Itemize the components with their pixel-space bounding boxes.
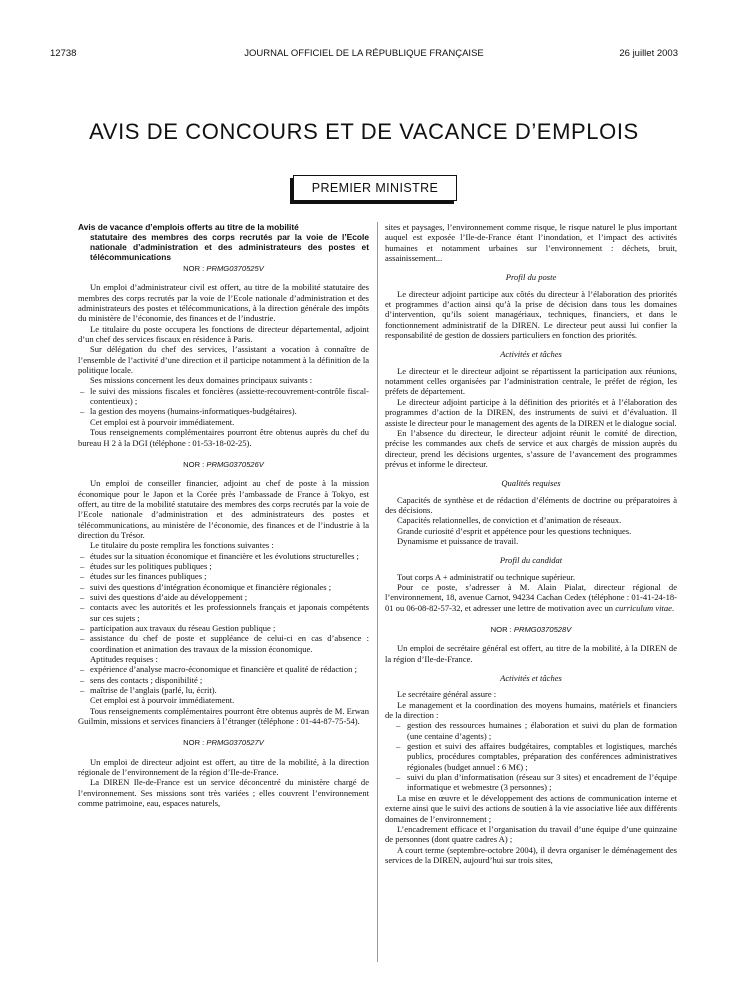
list-item: – études sur les finances publiques ; [78, 571, 369, 581]
nor-label: NOR : [183, 264, 205, 273]
paragraph: Capacités relationnelles, de conviction et d’animation de réseaux. [397, 515, 622, 526]
left-column [78, 222, 369, 809]
paragraph: La mise en œuvre et le développement des actions de communication interne et externe ainsi que le suivi des actions de soutien à la vie associative liée aux différents domaines de l’environnement ; [385, 792, 678, 824]
issue-date: 26 juillet 2003 [619, 48, 678, 59]
paragraph: Dynamisme et puissance de travail. [397, 535, 519, 546]
list-item: – expérience d’analyse macro-économique et financière et qualité de rédaction ; [78, 664, 369, 674]
contact-text-end: . [671, 602, 675, 613]
list-item: – la gestion des moyens (humains-informatiques-budgétaires). [78, 406, 369, 416]
paragraph: Grande curiosité d’esprit et appétence pour les questions techniques. [397, 525, 632, 536]
paragraph: L’encadrement efficace et l’organisation du travail d’une équipe d’une quinzaine de personnes (dont quatre cadres A) ; [385, 823, 677, 845]
list-item: – maîtrise de l’anglais (parlé, lu, écrit). [78, 685, 369, 695]
paragraph: Le titulaire du poste remplira les fonctions suivantes : [90, 540, 274, 551]
paragraph: Aptitudes requises : [90, 654, 158, 665]
paragraph: Tous renseignements complémentaires pourront être obtenus auprès de M. Erwan Guilmin, missions et services financiers à l’étranger (téléphone : 01-44-87-75-54). [78, 705, 369, 727]
paragraph: En l’absence du directeur, le directeur adjoint réunit le comité de direction, précise les commandes aux chefs de service et aux chargés de mission auprès du directeur, prend les décisions urgentes, s’assure de l’avancement des programmes prévus et informe le directeur. [385, 427, 677, 469]
paragraph: Le directeur adjoint participe à la définition des priorités et à l’élaboration des programmes d’action de la DIREN, des instruments de suivi et d’évaluation. Il assiste le directeur pour le management des agents de la DIREN et le dialogue social. [385, 396, 677, 428]
list-item: – études sur la situation économique et financière et les évolutions structurelles ; [78, 551, 369, 561]
paragraph: Capacités de synthèse et de rédaction d’éléments de doctrine ou préparatoires à des décisions. [385, 494, 677, 515]
nor-code: PRMG0370528V [513, 625, 572, 634]
paragraph: Le directeur adjoint participe aux côtés du directeur à l’élaboration des priorités et programmes d’action ainsi qu’à la prise de décision dans tous les domaines d’intervention, qu’ils soient managériaux, techniques, financiers, et dans le fonctionnement administratif de la DIREN. Le directeur peut aussi lui confier la responsabilité de gestion de dossiers particuliers en fonction des priorités. [385, 288, 677, 341]
nor-code: PRMG0370525V [206, 264, 264, 273]
paragraph: Tous renseignements complémentaires pourront être obtenus auprès du chef du bureau H 2 à la DGI (téléphone : 01-53-18-02-25). [78, 427, 369, 448]
list-item: – assistance du chef de poste et suppléance de celui-ci en cas d’absence : coordination et animation des travaux de la mission économique. [78, 633, 369, 654]
section-heading: Activités et tâches [500, 349, 562, 360]
paragraph: Un emploi d’administrateur civil est offert, au titre de la mobilité statutaire des membres des corps recrutés par la voie de l’Ecole nationale d’administration et des administrateurs des postes et télécommunications, à la direction générale des impôts du ministère de l’économie, des finances et de l’industrie. [78, 282, 369, 324]
paragraph: Ses missions concernent les deux domaines principaux suivants : [90, 375, 313, 386]
section-heading: Activités et tâches [500, 673, 562, 684]
paragraph: Un emploi de conseiller financier, adjoint au chef de poste à la mission économique pour le Japon et la Corée près l’ambassade de France à Tokyo, est offert, au titre de la mobilité statutaire des membres des corps recrutés par la voie de l’Ecole nationale d’administration et des administrateurs des postes et télécommunications, au ministère de l’économie, des finances et de l’industrie à la direction du Trésor. [78, 478, 369, 540]
notice-title [78, 222, 369, 262]
duties-list [385, 720, 677, 792]
cv-term: curriculum vitae [615, 602, 672, 613]
paragraph: Un emploi de secrétaire général est offert, au titre de la mobilité, à la DIREN de la région d’Ile-de-France. [385, 643, 677, 664]
list-item: – le suivi des missions fiscales et foncières (assiette-recouvrement-contrôle fiscal-contentieux) ; [78, 386, 369, 407]
page-number: 12738 [50, 48, 77, 59]
page-title: AVIS DE CONCOURS ET DE VACANCE D’EMPLOIS [89, 119, 639, 144]
list-item: – participation aux travaux du réseau Gestion publique ; [78, 623, 369, 633]
paragraph: Le directeur et le directeur adjoint se répartissent la participation aux réunions, notamment celles organisées par l’administration centrale, le préfet de région, les préfets de département. [385, 365, 677, 397]
contact-text: Pour ce poste, s’adresser à M. Alain Pialat, directeur régional de l’environnement, 18, avenue Carnot, 94234 Cachan Cedex (téléphone : 01-41-24-18-01 ou 06-08-82-57-32, et adresser une lettre de motivation avec un [385, 581, 677, 613]
list-item: – suivi du plan d’informatisation (réseau sur 3 sites) et encadrement de l’équipe informatique et webmestre (3 personnes) ; [385, 772, 677, 793]
notice-title-line1: Avis de vacance d’emplois offerts au titre de la mobilité [78, 222, 299, 232]
list-item: – études sur les politiques publiques ; [78, 561, 369, 571]
paragraph: Le secrétaire général assure : [397, 689, 497, 700]
paragraph: Sur délégation du chef des services, l’assistant a vocation à connaître de l’ensemble de l’activité d’une direction et il participe notamment à la définition de la politique locale. [78, 344, 369, 376]
section-heading: Profil du candidat [499, 555, 563, 566]
paragraph: Tout corps A + administratif ou technique supérieur. [397, 571, 575, 582]
journal-name: JOURNAL OFFICIEL DE LA RÉPUBLIQUE FRANÇAISE [244, 48, 484, 59]
missions-list [78, 386, 369, 417]
nor-code: PRMG0370526V [206, 459, 264, 469]
section-heading: Qualités requises [501, 478, 561, 489]
list-item: – sens des contacts ; disponibilité ; [78, 675, 369, 685]
nor-reference [78, 460, 369, 470]
functions-list [78, 551, 369, 654]
paragraph: Cet emploi est à pourvoir immédiatement. [90, 695, 235, 706]
running-header [50, 48, 678, 62]
aptitudes-list [78, 664, 369, 695]
list-item: – suivi des questions d’intégration économique et financière régionales ; [78, 582, 369, 592]
paragraph: Le management et la coordination des moyens humains, matériels et financiers de la direction : [385, 699, 677, 721]
nor-reference [78, 264, 369, 274]
paragraph: sites et paysages, l’environnement comme risque, le risque naturel le plus important auquel est exposée l’Ile-de-France étant l’inondation, et l’impact des activités humaines et notamment urbaines sur l’environnement : déchets, bruit, assainissement... [385, 222, 677, 264]
list-item: – gestion des ressources humaines ; élaboration et suivi du plan de formation (une centaine d’agents) ; [385, 720, 677, 741]
column-divider [377, 222, 378, 962]
list-item: – suivi des questions d’aide au développement ; [78, 592, 369, 602]
paragraph: Cet emploi est à pourvoir immédiatement. [90, 416, 235, 427]
ministry-box: PREMIER MINISTRE [293, 175, 457, 201]
paragraph: A court terme (septembre-octobre 2004), il devra organiser le déménagement des services de la DIREN, aujourd’hui sur trois sites, [385, 844, 677, 865]
paragraph: Un emploi de directeur adjoint est offert, au titre de la mobilité, à la direction régionale de l’environnement de la région d’Ile-de-France. [78, 756, 369, 778]
nor-reference [78, 738, 369, 748]
notice-title-rest: statutaire des membres des corps recrutés par la voie de l’Ecole nationale d’administration et des administrateurs des postes et télécommunications [90, 232, 369, 262]
nor-label: NOR : [490, 625, 512, 634]
nor-code: PRMG0370527V [206, 738, 264, 748]
paragraph: La DIREN Ile-de-France est un service déconcentré du ministère chargé de l’environnement. Ses missions sont très variées ; elles couvrent l’environnement comme patrimoine, eau, espaces naturels, [78, 777, 369, 809]
nor-label: NOR : [183, 459, 205, 469]
list-item: – gestion et suivi des affaires budgétaires, comptables et logistiques, marchés publics, procédures comptables, préparation des conférences administratives régionales (budget annuel : 6 M€) ; [385, 741, 677, 772]
section-heading: Profil du poste [505, 272, 557, 283]
nor-label: NOR : [183, 738, 205, 748]
nor-reference [385, 625, 677, 635]
paragraph: Le titulaire du poste occupera les fonctions de directeur départemental, adjoint d’un chef des services fiscaux en résidence à Paris. [78, 323, 369, 345]
right-column [385, 222, 677, 865]
paragraph [385, 582, 677, 613]
list-item: – contacts avec les autorités et les professionnels français et japonais compétents sur ces sujets ; [78, 602, 369, 623]
